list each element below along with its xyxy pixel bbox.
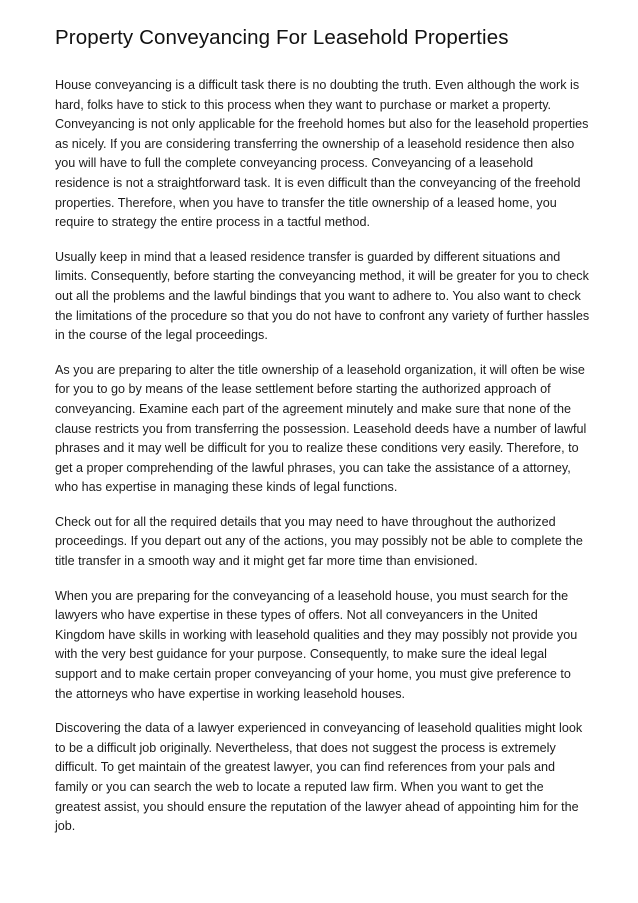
- paragraph-4: Check out for all the required details that you may need to have throughout the authorized proceedings. If you depart out any of the actions, you may possibly not be able to complete the title transfer in a smooth way and it might get far more time than envisioned.: [55, 514, 583, 569]
- paragraph-5: When you are preparing for the conveyancing of a leasehold house, you must search for the lawyers who have expertise in these types of offers. Not all conveyancers in the United Kingdom have skills in working with leasehold qualities and they may possibly not provide you with the very best guidance for your purpose. Consequently, to make sure the ideal legal support and to make certain proper conveyancing of your home, you must give preference to the attorneys who have expertise in working leasehold houses.: [55, 588, 578, 701]
- page-title: Property Conveyancing For Leasehold Properties: [55, 26, 509, 49]
- paragraph-6: Discovering the data of a lawyer experienced in conveyancing of leasehold qualities might look to be a difficult job originally. Nevertheless, that does not suggest the process is extremely difficult. To get maintain of the greatest lawyer, you can find references from your pals and family or you can search the web to locate a reputed law firm. When you want to get the greatest assist, you should ensure the reputation of the lawyer ahead of appointing him for the job.: [55, 721, 583, 834]
- paragraph-1: House conveyancing is a difficult task there is no doubting the truth. Even although the work is hard, folks have to stick to this process when they want to purchase or market a property. Conveyancing is not only applicable for the freehold homes but also for the leasehold properties as nicely. If you are considering transferring the ownership of a leasehold residence then also you will have to full the complete conveyancing process. Conveyancing of a leasehold residence is not a straightforward task. It is even difficult than the conveyancing of the freehold properties. Therefore, when you have to transfer the title ownership of a leased home, you require to strategy the entire process in a tactful method.: [55, 78, 589, 230]
- paragraph-3: As you are preparing to alter the title ownership of a leasehold organization, it will often be wise for you to go by means of the lease settlement before starting the authorized approach of conveyancing. Examine each part of the agreement minutely and make sure that none of the clause restricts you from transferring the possession. Leasehold deeds have a number of lawful phrases and it may well be difficult for you to realize these conditions very easily. Therefore, to get a proper comprehending of the lawful phrases, you can take the assistance of a attorney, who has expertise in managing these kinds of legal functions.: [55, 362, 587, 495]
- paragraph-2: Usually keep in mind that a leased residence transfer is guarded by different situations and limits. Consequently, before starting the conveyancing method, it will be greater for you to check out all the problems and the lawful bindings that you want to adhere to. You also want to check the limitations of the procedure so that you do not have to confront any variety of further hassles in the course of the legal proceedings.: [55, 249, 590, 343]
- document-page: [55, 22, 590, 852]
